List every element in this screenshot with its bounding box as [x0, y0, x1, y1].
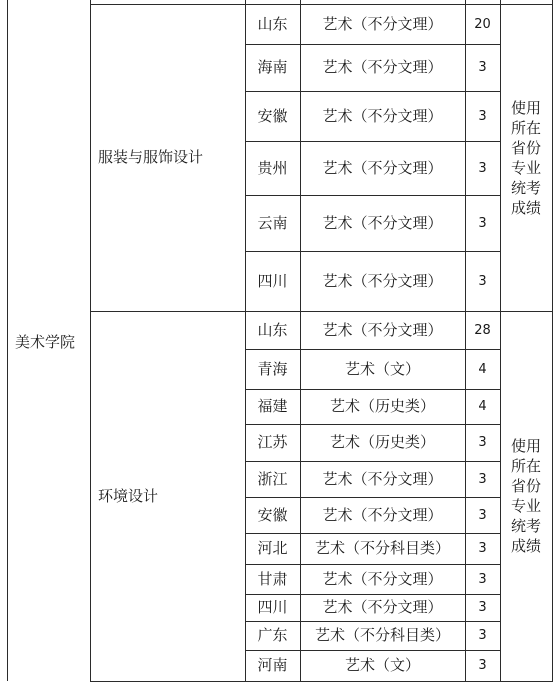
category-cell — [300, 497, 465, 533]
category-cell-text: 艺术（历史类） — [329, 433, 435, 451]
college-name-text: 美术学院 — [15, 333, 76, 351]
quota-cell-text: 3 — [478, 215, 487, 231]
province-cell — [245, 4, 300, 44]
quota-cell — [465, 311, 500, 349]
table-border-v — [552, 0, 553, 681]
quota-cell — [465, 141, 500, 195]
category-cell-text: 艺术（不分文理） — [322, 505, 443, 524]
category-cell — [300, 461, 465, 497]
category-cell-text: 艺术（不分文理） — [322, 14, 443, 33]
quota-cell — [465, 91, 500, 141]
province-cell-text: 四川 — [257, 271, 288, 290]
score-note-text: 使用所在省份专业统考成绩 — [511, 98, 542, 217]
quota-cell — [465, 4, 500, 44]
province-cell-text: 贵州 — [257, 158, 288, 177]
quota-cell — [465, 650, 500, 681]
province-cell-text: 浙江 — [257, 469, 288, 488]
quota-cell — [465, 564, 500, 594]
quota-cell-text: 28 — [474, 322, 491, 338]
category-cell — [300, 195, 465, 251]
category-cell-text: 艺术（不分文理） — [322, 569, 443, 588]
province-cell-text: 安徽 — [257, 106, 288, 125]
province-cell — [245, 533, 300, 564]
province-cell — [245, 424, 300, 461]
province-cell-text: 四川 — [257, 598, 288, 616]
province-cell-text: 江苏 — [257, 433, 288, 451]
province-cell — [245, 564, 300, 594]
score-note — [506, 4, 546, 311]
province-cell — [245, 311, 300, 349]
score-note-text: 使用所在省份专业统考成绩 — [511, 437, 542, 555]
quota-cell-text: 3 — [478, 435, 487, 450]
quota-cell-text: 3 — [478, 541, 487, 556]
category-cell — [300, 389, 465, 424]
province-cell — [245, 141, 300, 195]
category-cell — [300, 424, 465, 461]
quota-cell-text: 3 — [478, 600, 487, 615]
province-cell-text: 青海 — [257, 359, 288, 378]
table-border-v — [500, 0, 501, 681]
province-cell — [245, 594, 300, 621]
major-name — [98, 4, 245, 311]
category-cell-text: 艺术（不分科目类） — [314, 626, 450, 644]
quota-cell — [465, 44, 500, 91]
category-cell — [300, 91, 465, 141]
category-cell-text: 艺术（不分文理） — [322, 598, 443, 616]
category-cell-text: 艺术（不分文理） — [322, 106, 443, 125]
quota-cell-text: 3 — [478, 658, 487, 673]
province-cell — [245, 91, 300, 141]
category-cell — [300, 621, 465, 650]
province-cell-text: 甘肃 — [257, 569, 288, 588]
province-cell-text: 河北 — [257, 539, 288, 557]
category-cell — [300, 141, 465, 195]
score-note — [506, 311, 546, 681]
major-name-text: 环境设计 — [98, 486, 159, 505]
category-cell — [300, 533, 465, 564]
quota-cell-text: 3 — [478, 273, 487, 289]
province-cell-text: 云南 — [257, 213, 288, 232]
quota-cell-text: 3 — [478, 471, 487, 487]
category-cell-text: 艺术（不分科目类） — [314, 539, 450, 557]
quota-cell — [465, 461, 500, 497]
quota-cell — [465, 195, 500, 251]
quota-cell-text: 3 — [478, 507, 487, 523]
category-cell-text: 艺术（不分文理） — [322, 469, 443, 488]
quota-cell — [465, 424, 500, 461]
category-cell-text: 艺术（不分文理） — [322, 58, 443, 76]
quota-cell-text: 3 — [478, 108, 487, 124]
quota-cell-text: 20 — [474, 16, 491, 32]
quota-cell-text: 3 — [478, 160, 487, 176]
province-cell — [245, 44, 300, 91]
province-cell-text: 福建 — [257, 397, 288, 415]
category-cell-text: 艺术（历史类） — [329, 397, 435, 415]
province-cell-text: 河南 — [257, 656, 288, 674]
category-cell — [300, 251, 465, 311]
major-name-text: 服装与服饰设计 — [98, 148, 204, 166]
quota-cell-text: 4 — [478, 361, 487, 377]
quota-cell — [465, 389, 500, 424]
category-cell — [300, 650, 465, 681]
province-cell — [245, 195, 300, 251]
category-cell — [300, 564, 465, 594]
quota-cell — [465, 621, 500, 650]
province-cell-text: 山东 — [257, 320, 288, 339]
quota-cell — [465, 497, 500, 533]
province-cell — [245, 650, 300, 681]
category-cell — [300, 594, 465, 621]
category-cell-text: 艺术（不分文理） — [322, 271, 443, 290]
table-border-v — [7, 0, 8, 681]
category-cell — [300, 349, 465, 389]
province-cell — [245, 461, 300, 497]
major-name — [98, 311, 245, 681]
quota-cell — [465, 251, 500, 311]
quota-cell-text: 3 — [478, 60, 487, 75]
category-cell-text: 艺术（文） — [344, 359, 420, 378]
table-border-v — [90, 0, 91, 681]
category-cell — [300, 44, 465, 91]
province-cell-text: 广东 — [257, 626, 288, 644]
quota-cell-text: 4 — [478, 399, 487, 414]
province-cell — [245, 251, 300, 311]
quota-cell — [465, 533, 500, 564]
college-name — [15, 4, 90, 681]
category-cell-text: 艺术（不分文理） — [322, 158, 443, 177]
province-cell-text: 山东 — [257, 14, 288, 33]
province-cell — [245, 389, 300, 424]
province-cell — [245, 349, 300, 389]
category-cell-text: 艺术（文） — [344, 656, 420, 674]
quota-cell-text: 3 — [478, 571, 487, 587]
quota-cell-text: 3 — [478, 628, 487, 643]
province-cell — [245, 621, 300, 650]
category-cell-text: 艺术（不分文理） — [322, 213, 443, 232]
quota-cell — [465, 349, 500, 389]
province-cell — [245, 497, 300, 533]
category-cell — [300, 4, 465, 44]
quota-cell — [465, 594, 500, 621]
province-cell-text: 安徽 — [257, 505, 288, 524]
category-cell — [300, 311, 465, 349]
province-cell-text: 海南 — [257, 58, 288, 76]
category-cell-text: 艺术（不分文理） — [322, 320, 443, 339]
